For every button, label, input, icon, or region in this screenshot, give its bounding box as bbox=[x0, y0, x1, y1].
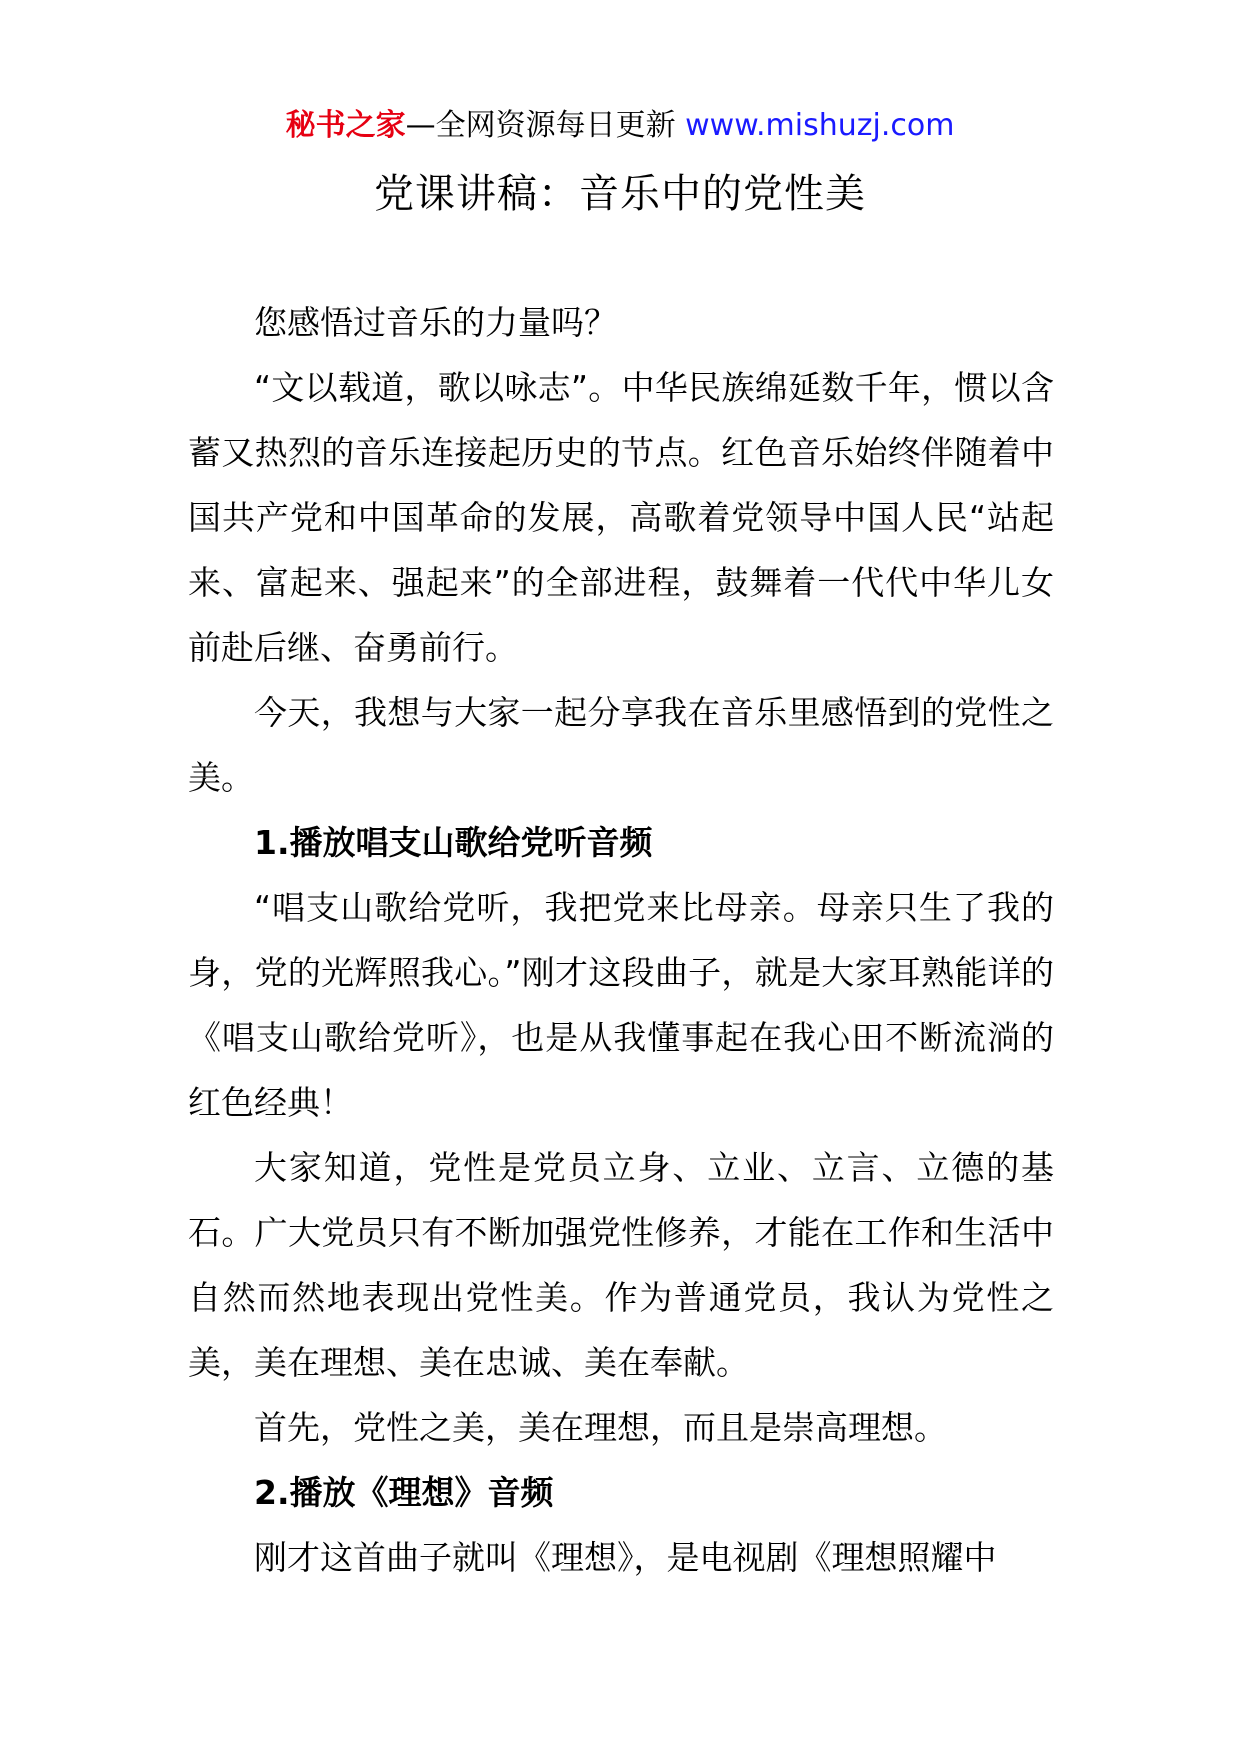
paragraph: 您感悟过音乐的力量吗？ bbox=[254, 303, 617, 342]
paragraph: “文以载道，歌以咏志”。中华民族绵延数千年，惯以含蓄又热烈的音乐连接起历史的节点。红色音乐始终伴随着中国共产党和中国革命的发展，高歌着党领导中国人民“站起来、富起来、强起来”的全部进程，鼓舞着一代代中华儿女前赴后继、奋勇前行。 bbox=[188, 368, 1054, 667]
paragraph: 今天，我想与大家一起分享我在音乐里感悟到的党性之美。 bbox=[188, 693, 1054, 797]
header-tagline: —全网资源每日更新 bbox=[405, 108, 686, 143]
paragraph: “唱支山歌给党听，我把党来比母亲。母亲只生了我的身，党的光辉照我心。”刚才这段曲子，就是大家耳熟能详的《唱支山歌给党听》，也是从我懂事起在我心田不断流淌的红色经典！ bbox=[188, 888, 1054, 1122]
paragraph: 首先，党性之美，美在理想，而且是崇高理想。 bbox=[254, 1408, 947, 1447]
document-title: 党课讲稿：音乐中的党性美 bbox=[374, 171, 866, 217]
page-header bbox=[0, 104, 1240, 148]
header-brand: 秘书之家 bbox=[285, 108, 406, 143]
paragraph: 大家知道，党性是党员立身、立业、立言、立德的基石。广大党员只有不断加强党性修养，才能在工作和生活中自然而然地表现出党性美。作为普通党员，我认为党性之美，美在理想、美在忠诚、美在奉献。 bbox=[188, 1148, 1054, 1382]
document-body bbox=[188, 290, 1054, 1590]
section-heading: 2.播放《理想》音频 bbox=[254, 1473, 554, 1512]
header-site-link[interactable]: www.mishuzj.com bbox=[685, 108, 955, 143]
paragraph: 刚才这首曲子就叫《理想》，是电视剧《理想照耀中 bbox=[254, 1538, 997, 1577]
section-heading: 1.播放唱支山歌给党听音频 bbox=[254, 823, 653, 862]
